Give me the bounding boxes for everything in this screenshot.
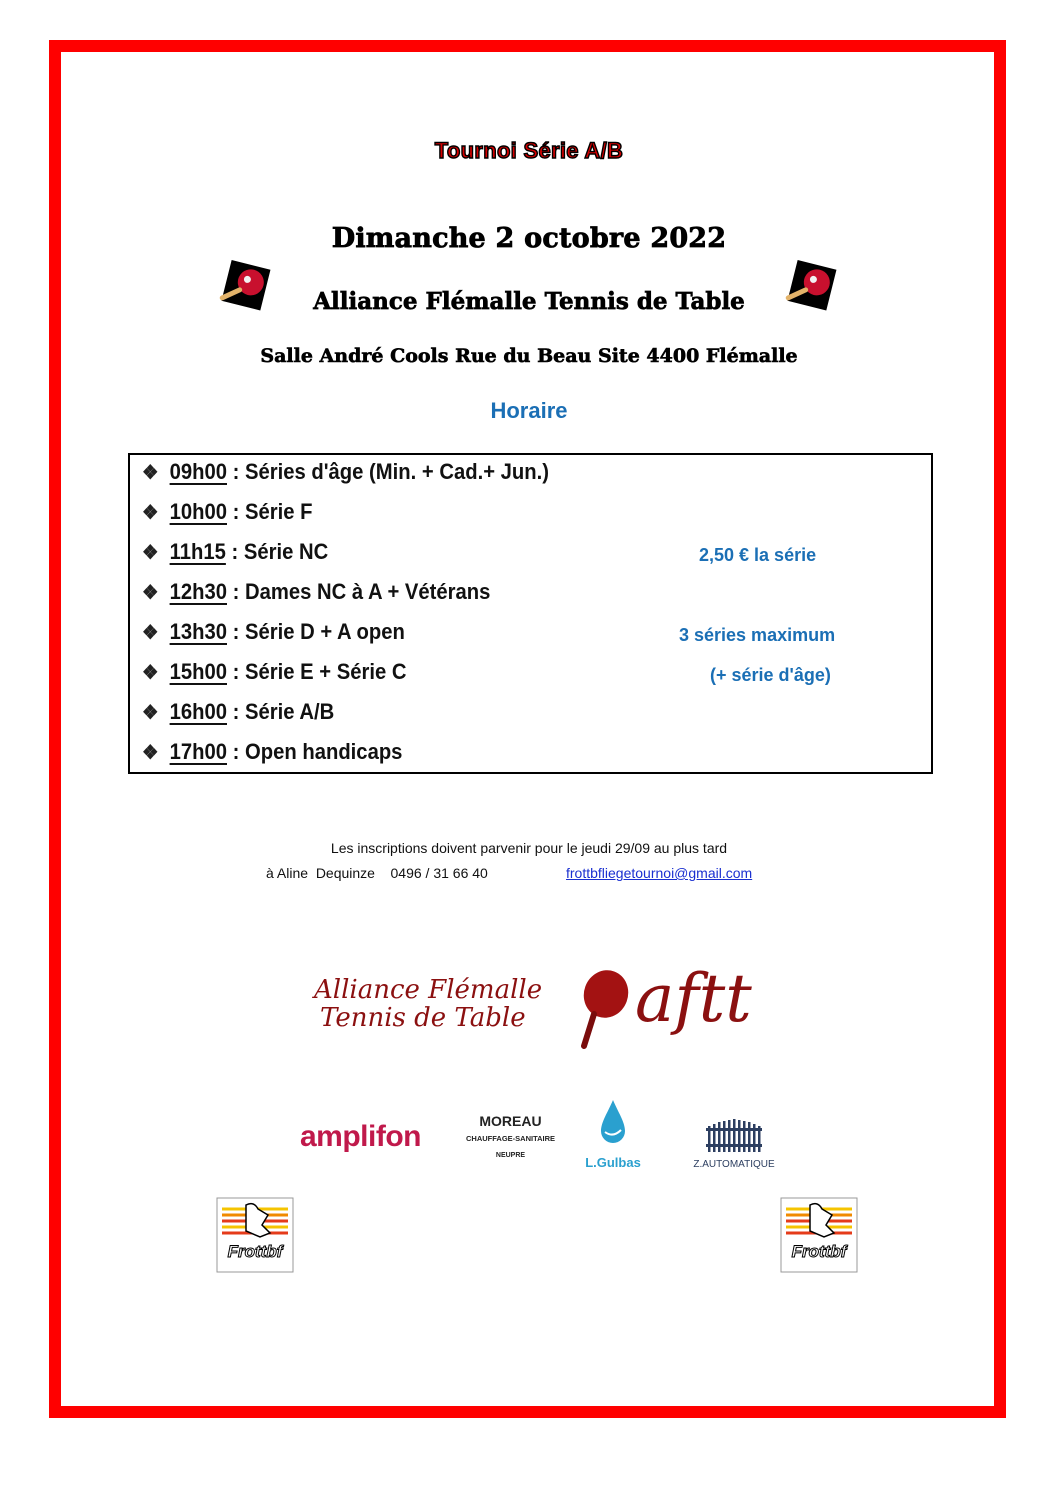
four-diamond-bullet-icon: ❖ xyxy=(142,462,159,484)
schedule-row xyxy=(142,699,334,739)
schedule-row xyxy=(142,619,405,659)
four-diamond-bullet-icon: ❖ xyxy=(142,502,159,524)
frottbf-logo xyxy=(216,1197,294,1273)
paddle-logo-icon xyxy=(572,968,632,1050)
schedule-label: : Série A/B xyxy=(226,699,335,724)
water-drop-icon xyxy=(598,1098,628,1148)
schedule-label: : Open handicaps xyxy=(226,739,403,764)
schedule-row xyxy=(142,739,402,779)
club-name: Alliance Flémalle Tennis de Table xyxy=(313,288,745,315)
four-diamond-bullet-icon: ❖ xyxy=(142,702,159,724)
venue-address: Salle André Cools Rue du Beau Site 4400 Flémalle xyxy=(260,345,798,367)
schedule-row xyxy=(142,659,406,699)
frottbf-logo xyxy=(780,1197,858,1273)
age-series-note: (+ série d'âge) xyxy=(710,665,831,685)
schedule-box xyxy=(128,453,933,774)
event-date: Dimanche 2 octobre 2022 xyxy=(331,223,727,254)
schedule-label: : Séries d'âge (Min. + Cad.+ Jun.) xyxy=(226,459,549,484)
schedule-heading: Horaire xyxy=(490,398,568,423)
four-diamond-bullet-icon: ❖ xyxy=(142,542,159,564)
gate-icon xyxy=(706,1118,762,1152)
sponsor-z-automatique xyxy=(690,1118,778,1170)
aftt-logo-line2: Tennis de Table xyxy=(320,1003,526,1033)
schedule-time: 09h00 xyxy=(169,459,227,484)
moreau-city: NEUPRE xyxy=(495,1152,526,1159)
schedule-label: : Série NC xyxy=(225,539,329,564)
schedule-time: 15h00 xyxy=(169,659,227,684)
email-link[interactable]: frottbfliegetournoi@gmail.com xyxy=(566,865,753,881)
schedule-label: : Série E + Série C xyxy=(226,659,407,684)
sponsor-gulbas xyxy=(568,1098,658,1170)
gulbas-name: L.Gulbas xyxy=(585,1155,641,1170)
aftt-logo-short: aftt xyxy=(635,960,752,1037)
schedule-label: : Série F xyxy=(226,499,313,524)
tournament-title: Tournoi Série A/B xyxy=(434,138,624,163)
schedule-time: 17h00 xyxy=(169,739,227,764)
aftt-logo xyxy=(310,960,755,1050)
schedule-time: 12h30 xyxy=(169,579,227,604)
four-diamond-bullet-icon: ❖ xyxy=(142,742,159,764)
registration-deadline: Les inscriptions doivent parvenir pour le jeudi 29/09 au plus tard xyxy=(330,840,728,856)
aftt-logo-line1: Alliance Flémalle xyxy=(314,975,543,1005)
sponsor-moreau xyxy=(463,1113,558,1159)
frottbf-logo-text: Frottbf xyxy=(791,1242,847,1261)
z-automatique-name: Z.AUTOMATIQUE xyxy=(693,1159,775,1170)
sponsor-amplifon: amplifon xyxy=(300,1120,421,1153)
moreau-subtitle: CHAUFFAGE-SANITAIRE xyxy=(465,1134,556,1143)
four-diamond-bullet-icon: ❖ xyxy=(142,582,159,604)
four-diamond-bullet-icon: ❖ xyxy=(142,662,159,684)
frottbf-logo-text: Frottbf xyxy=(227,1242,283,1261)
price-note: 2,50 € la série xyxy=(699,545,817,565)
contact-info: à Aline Dequinze 0496 / 31 66 40 xyxy=(266,865,488,881)
schedule-time: 16h00 xyxy=(169,699,227,724)
schedule-row xyxy=(142,499,312,539)
schedule-label: : Dames NC à A + Vétérans xyxy=(226,579,491,604)
schedule-time: 13h30 xyxy=(169,619,227,644)
schedule-label: : Série D + A open xyxy=(226,619,405,644)
schedule-row xyxy=(142,459,549,499)
four-diamond-bullet-icon: ❖ xyxy=(142,622,159,644)
schedule-row xyxy=(142,579,490,619)
schedule-time: 11h15 xyxy=(169,539,226,564)
schedule-row xyxy=(142,539,328,579)
schedule-time: 10h00 xyxy=(169,499,227,524)
max-series-note: 3 séries maximum xyxy=(679,625,836,645)
moreau-name: MOREAU xyxy=(479,1113,542,1129)
